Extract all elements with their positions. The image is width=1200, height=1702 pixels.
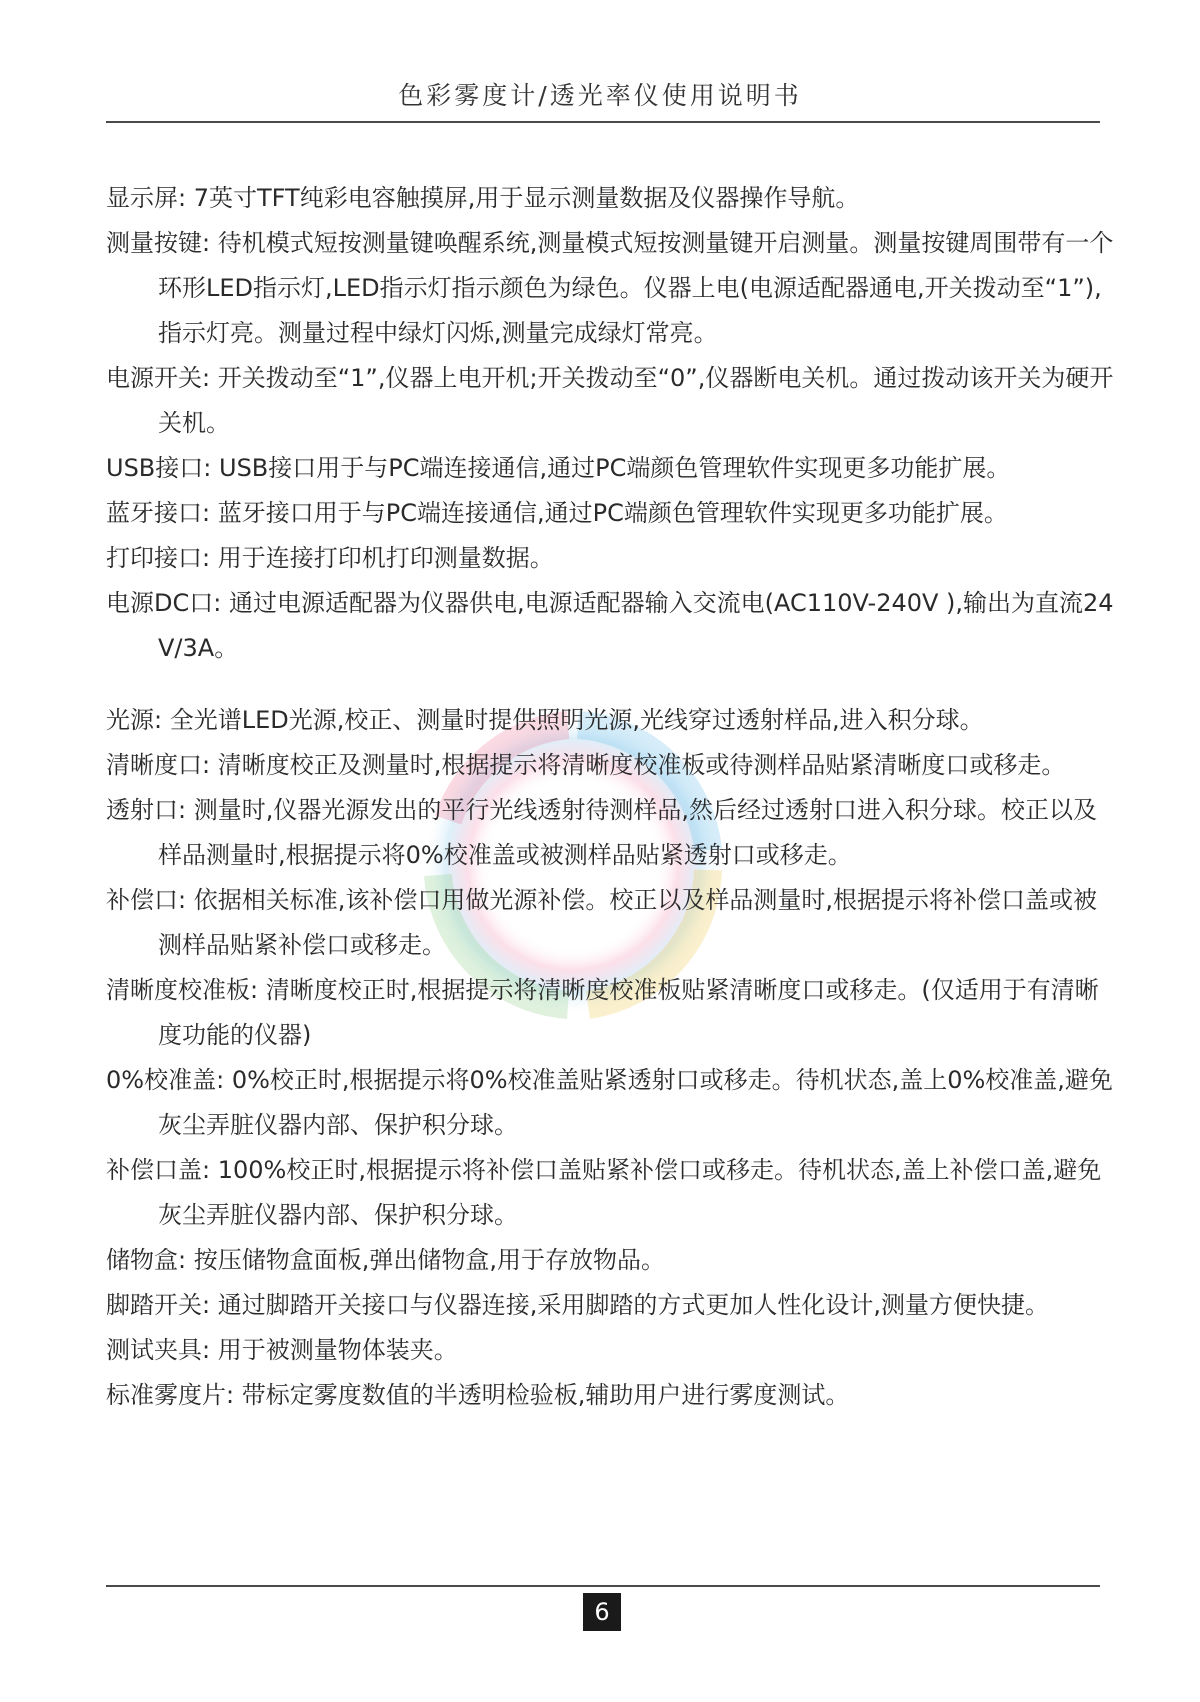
entry-clarity-calibration-board: 清晰度校准板: 清晰度校正时,根据提示将清晰度校准板贴紧清晰度口或移走。(仅适用于有清晰度功能的仪器) xyxy=(106,976,1099,1049)
entry-standard-haze-plate: 标准雾度片: 带标定雾度数值的半透明检验板,辅助用户进行雾度测试。 xyxy=(106,1381,850,1409)
entry-light-source: 光源: 全光谱LED光源,校正、测量时提供照明光源,光线穿过透射样品,进入积分球。 xyxy=(106,706,984,734)
entry-clarity-port: 清晰度口: 清晰度校正及测量时,根据提示将清晰度校准板或待测样品贴紧清晰度口或移走。 xyxy=(106,751,1066,779)
entry-foot-switch: 脚踏开关: 通过脚踏开关接口与仪器连接,采用脚踏的方式更加人性化设计,测量方便快捷。 xyxy=(106,1291,1049,1319)
entry-print-port: 打印接口: 用于连接打印机打印测量数据。 xyxy=(106,544,554,572)
entry-display-screen: 显示屏: 7英寸TFT纯彩电容触摸屏,用于显示测量数据及仪器操作导航。 xyxy=(106,184,860,212)
entry-usb-port: USB接口: USB接口用于与PC端连接通信,通过PC端颜色管理软件实现更多功能扩展。 xyxy=(106,454,1011,482)
page-header-title: 色彩雾度计/透光率仪使用说明书 xyxy=(398,81,802,110)
entry-zero-calibration-cap: 0%校准盖: 0%校正时,根据提示将0%校准盖贴紧透射口或移走。待机状态,盖上0%校准盖,避免灰尘弄脏仪器内部、保护积分球。 xyxy=(106,1066,1113,1139)
entries-container xyxy=(106,176,1116,1418)
entry-storage-box: 储物盒: 按压储物盒面板,弹出储物盒,用于存放物品。 xyxy=(106,1246,665,1274)
entry-compensation-port-cap: 补偿口盖: 100%校正时,根据提示将补偿口盖贴紧补偿口或移走。待机状态,盖上补偿口盖,避免灰尘弄脏仪器内部、保护积分球。 xyxy=(106,1156,1102,1229)
section-spacer xyxy=(106,671,1116,698)
entry-measure-key: 测量按键: 待机模式短按测量键唤醒系统,测量模式短按测量键开启测量。测量按键周围带有一个环形LED指示灯,LED指示灯指示颜色为绿色。仪器上电(电源适配器通电,开关拨动至“1”),指示灯亮。测量过程中绿灯闪烁,测量完成绿灯常亮。 xyxy=(106,229,1114,347)
entry-power-dc-port: 电源DC口: 通过电源适配器为仪器供电,电源适配器输入交流电(AC110V-240V ),输出为直流24V/3A。 xyxy=(106,589,1114,662)
header-divider xyxy=(106,121,1100,123)
entry-test-fixture: 测试夹具: 用于被测量物体装夹。 xyxy=(106,1336,458,1364)
entry-bluetooth-port: 蓝牙接口: 蓝牙接口用于与PC端连接通信,通过PC端颜色管理软件实现更多功能扩展。 xyxy=(106,499,1008,527)
entry-transmission-port: 透射口: 测量时,仪器光源发出的平行光线透射待测样品,然后经过透射口进入积分球。校正以及样品测量时,根据提示将0%校准盖或被测样品贴紧透射口或移走。 xyxy=(106,796,1097,869)
footer-divider xyxy=(106,1585,1100,1587)
entry-compensation-port: 补偿口: 依据相关标准,该补偿口用做光源补偿。校正以及样品测量时,根据提示将补偿口盖或被测样品贴紧补偿口或移走。 xyxy=(106,886,1097,959)
entry-power-switch: 电源开关: 开关拨动至“1”,仪器上电开机;开关拨动至“0”,仪器断电关机。通过拨动该开关为硬开关机。 xyxy=(106,364,1114,437)
page-number: 6 xyxy=(583,1593,621,1631)
